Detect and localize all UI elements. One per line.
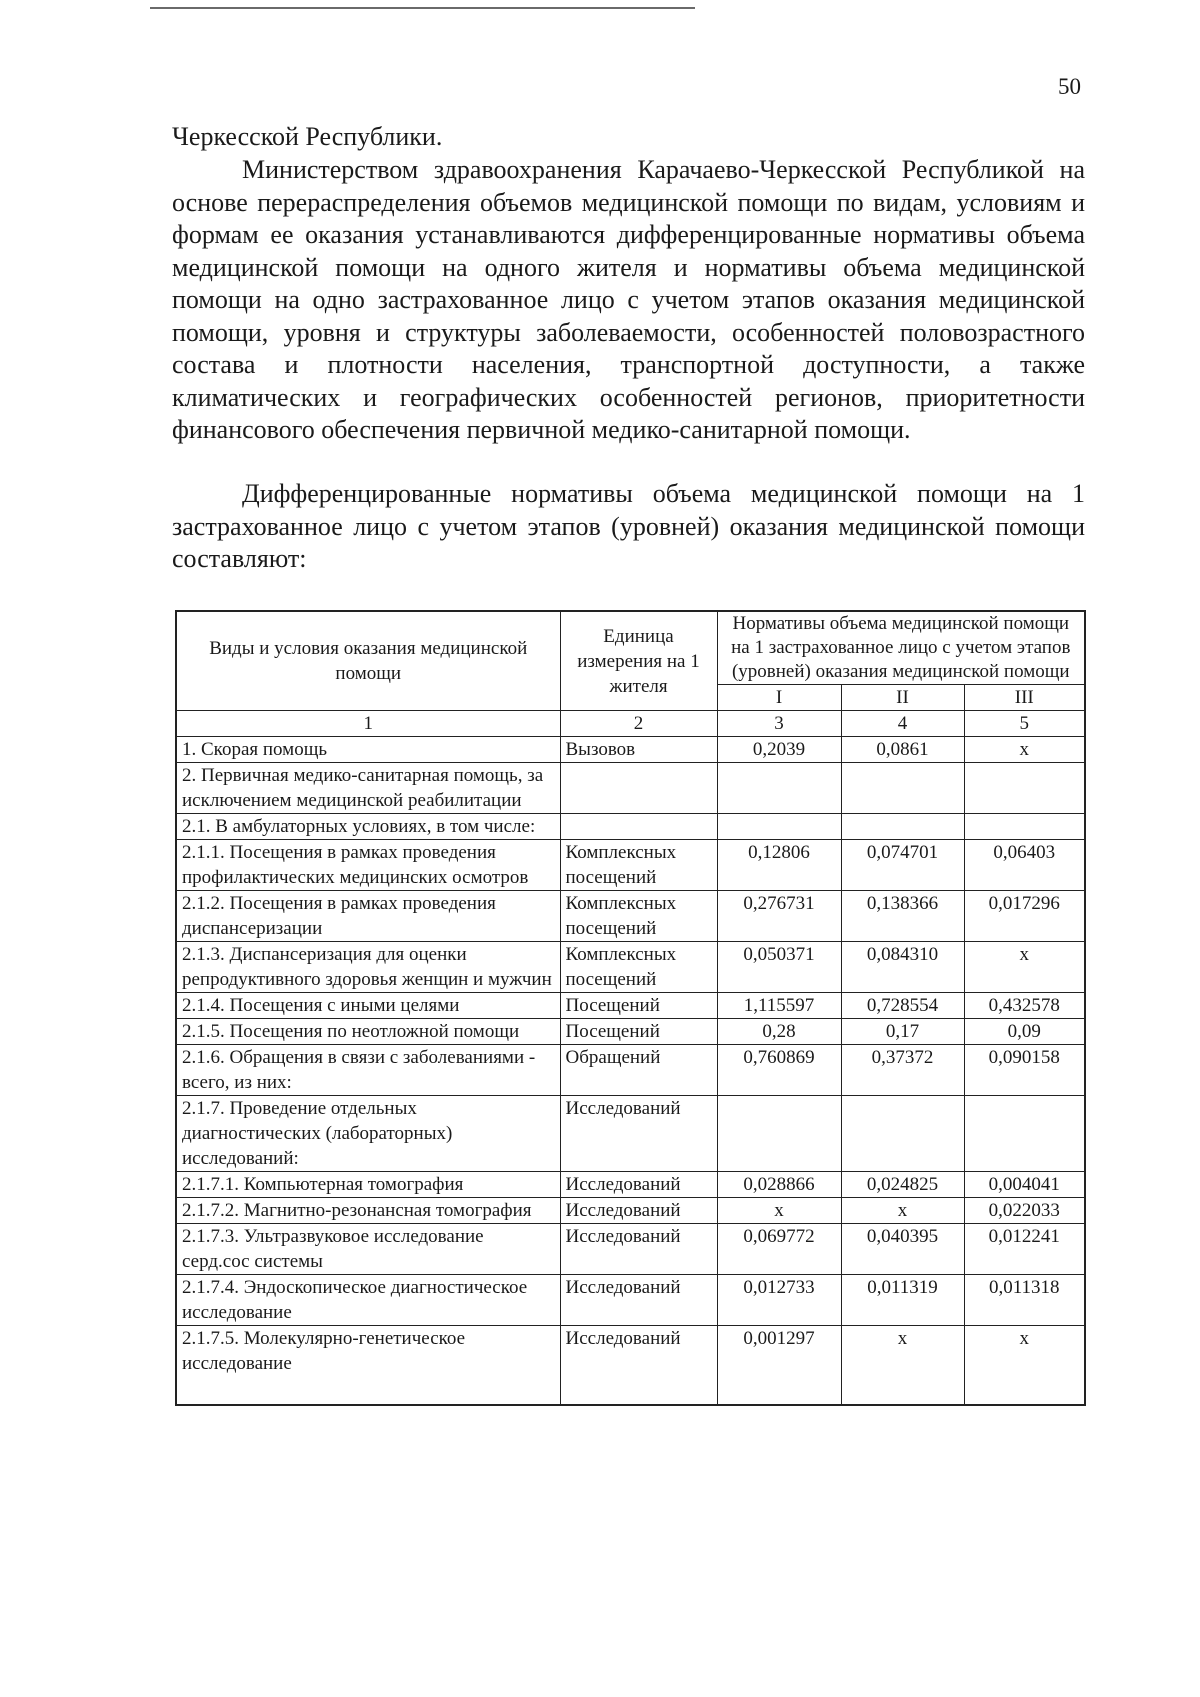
row-level-2: 0,040395 bbox=[841, 1224, 964, 1275]
table-row bbox=[176, 814, 1085, 840]
row-unit: Посещений bbox=[560, 1019, 717, 1045]
row-level-1: 0,028866 bbox=[717, 1172, 841, 1198]
row-level-1: 0,001297 bbox=[717, 1326, 841, 1406]
row-name: 2.1.4. Посещения с иными целями bbox=[176, 993, 560, 1019]
column-number: 3 bbox=[717, 711, 841, 737]
row-unit: Исследований bbox=[560, 1096, 717, 1172]
row-level-3: 0,022033 bbox=[964, 1198, 1085, 1224]
row-level-1: 0,2039 bbox=[717, 737, 841, 763]
table-row bbox=[176, 1172, 1085, 1198]
table-row bbox=[176, 1045, 1085, 1096]
row-level-3: x bbox=[964, 942, 1085, 993]
table-row bbox=[176, 763, 1085, 814]
row-level-1: x bbox=[717, 1198, 841, 1224]
row-level-1: 0,012733 bbox=[717, 1275, 841, 1326]
header-unit: Единица измерения на 1 жителя bbox=[560, 611, 717, 711]
row-level-3: 0,011318 bbox=[964, 1275, 1085, 1326]
column-number: 5 bbox=[964, 711, 1085, 737]
column-number: 2 bbox=[560, 711, 717, 737]
row-level-2: x bbox=[841, 1326, 964, 1406]
row-name: 2.1.7.2. Магнитно-резонансная томография bbox=[176, 1198, 560, 1224]
table-row bbox=[176, 891, 1085, 942]
row-name: 1. Скорая помощь bbox=[176, 737, 560, 763]
row-level-3: 0,012241 bbox=[964, 1224, 1085, 1275]
row-level-3: 0,432578 bbox=[964, 993, 1085, 1019]
header-level-2: II bbox=[841, 685, 964, 711]
row-level-3 bbox=[964, 763, 1085, 814]
row-level-2: 0,011319 bbox=[841, 1275, 964, 1326]
page-number: 50 bbox=[1058, 74, 1081, 99]
row-level-1: 1,115597 bbox=[717, 993, 841, 1019]
row-level-1: 0,12806 bbox=[717, 840, 841, 891]
column-number: 4 bbox=[841, 711, 964, 737]
row-level-2: 0,138366 bbox=[841, 891, 964, 942]
row-name: 2.1.7.4. Эндоскопическое диагностическое исследование bbox=[176, 1275, 560, 1326]
row-unit: Комплексных посещений bbox=[560, 840, 717, 891]
row-level-3: 0,06403 bbox=[964, 840, 1085, 891]
table-row bbox=[176, 840, 1085, 891]
row-level-3 bbox=[964, 814, 1085, 840]
row-name: 2.1.2. Посещения в рамках проведения диспансеризации bbox=[176, 891, 560, 942]
paragraph-continuation: Черкесской Республики. bbox=[172, 122, 443, 151]
row-level-1: 0,050371 bbox=[717, 942, 841, 993]
paragraph-2: Дифференцированные нормативы объема медицинской помощи на 1 застрахованное лицо с учетом этапов (уровней) оказания медицинской помощи составляют: bbox=[172, 479, 1085, 573]
row-unit: Комплексных посещений bbox=[560, 942, 717, 993]
row-level-2: 0,37372 bbox=[841, 1045, 964, 1096]
row-level-3: 0,090158 bbox=[964, 1045, 1085, 1096]
row-level-2: 0,0861 bbox=[841, 737, 964, 763]
row-level-1: 0,28 bbox=[717, 1019, 841, 1045]
header-level-1: I bbox=[717, 685, 841, 711]
row-unit: Исследований bbox=[560, 1172, 717, 1198]
row-level-2: 0,17 bbox=[841, 1019, 964, 1045]
row-level-2: 0,728554 bbox=[841, 993, 964, 1019]
row-name: 2.1.7.3. Ультразвуковое исследование серд.сос системы bbox=[176, 1224, 560, 1275]
row-unit: Вызовов bbox=[560, 737, 717, 763]
row-unit: Исследований bbox=[560, 1198, 717, 1224]
row-level-1: 0,276731 bbox=[717, 891, 841, 942]
row-level-1 bbox=[717, 763, 841, 814]
row-level-2 bbox=[841, 763, 964, 814]
row-name: 2.1.1. Посещения в рамках проведения профилактических медицинских осмотров bbox=[176, 840, 560, 891]
row-level-2: 0,074701 bbox=[841, 840, 964, 891]
row-unit: Комплексных посещений bbox=[560, 891, 717, 942]
header-level-3: III bbox=[964, 685, 1085, 711]
row-name: 2.1.7. Проведение отдельных диагностических (лабораторных) исследований: bbox=[176, 1096, 560, 1172]
row-level-3: x bbox=[964, 1326, 1085, 1406]
row-level-3: 0,017296 bbox=[964, 891, 1085, 942]
row-level-2: 0,084310 bbox=[841, 942, 964, 993]
row-level-1 bbox=[717, 814, 841, 840]
row-name: 2.1.5. Посещения по неотложной помощи bbox=[176, 1019, 560, 1045]
row-level-1: 0,069772 bbox=[717, 1224, 841, 1275]
table-row bbox=[176, 993, 1085, 1019]
row-unit: Обращений bbox=[560, 1045, 717, 1096]
row-level-3 bbox=[964, 1096, 1085, 1172]
table-row bbox=[176, 942, 1085, 993]
table-row bbox=[176, 1326, 1085, 1406]
row-name: 2.1. В амбулаторных условиях, в том числе: bbox=[176, 814, 560, 840]
row-unit bbox=[560, 814, 717, 840]
norms-table bbox=[175, 610, 1086, 1406]
table-row bbox=[176, 737, 1085, 763]
row-level-2: 0,024825 bbox=[841, 1172, 964, 1198]
header-type: Виды и условия оказания медицинской помощи bbox=[176, 611, 560, 711]
row-name: 2.1.7.5. Молекулярно-генетическое исследование bbox=[176, 1326, 560, 1406]
row-name: 2.1.3. Диспансеризация для оценки репродуктивного здоровья женщин и мужчин bbox=[176, 942, 560, 993]
row-level-3: 0,004041 bbox=[964, 1172, 1085, 1198]
row-level-2: x bbox=[841, 1198, 964, 1224]
table-row bbox=[176, 1019, 1085, 1045]
row-level-1: 0,760869 bbox=[717, 1045, 841, 1096]
row-name: 2.1.6. Обращения в связи с заболеваниями - всего, из них: bbox=[176, 1045, 560, 1096]
row-level-2 bbox=[841, 814, 964, 840]
row-level-3: 0,09 bbox=[964, 1019, 1085, 1045]
row-unit: Исследований bbox=[560, 1224, 717, 1275]
row-level-2 bbox=[841, 1096, 964, 1172]
top-border-line bbox=[150, 7, 695, 9]
row-name: 2.1.7.1. Компьютерная томография bbox=[176, 1172, 560, 1198]
table-row bbox=[176, 1096, 1085, 1172]
row-unit: Исследований bbox=[560, 1275, 717, 1326]
row-unit: Посещений bbox=[560, 993, 717, 1019]
column-number: 1 bbox=[176, 711, 560, 737]
header-norms: Нормативы объема медицинской помощи на 1 застрахованное лицо с учетом этапов (уровней) оказания медицинской помощи bbox=[717, 611, 1085, 685]
row-level-3: x bbox=[964, 737, 1085, 763]
row-unit bbox=[560, 763, 717, 814]
row-name: 2. Первичная медико-санитарная помощь, за исключением медицинской реабилитации bbox=[176, 763, 560, 814]
row-level-1 bbox=[717, 1096, 841, 1172]
paragraph-1: Министерством здравоохранения Карачаево-Черкесской Республикой на основе перераспределения объемов медицинской помощи по видам, условиям и формам ее оказания устанавливаются дифференцированные нормативы объема медицинской помощи на одного жителя и нормативы объема медицинской помощи на одно застрахованное лицо с учетом этапов оказания медицинской помощи, уровня и структуры заболеваемости, особенностей половозрастного состава и плотности населения, транспортной доступности, а также климатических и географических особенностей регионов, приоритетности финансового обеспечения первичной медико-санитарной помощи. bbox=[172, 155, 1085, 444]
row-unit: Исследований bbox=[560, 1326, 717, 1406]
table-row bbox=[176, 1275, 1085, 1326]
table-row bbox=[176, 1198, 1085, 1224]
table-row bbox=[176, 1224, 1085, 1275]
